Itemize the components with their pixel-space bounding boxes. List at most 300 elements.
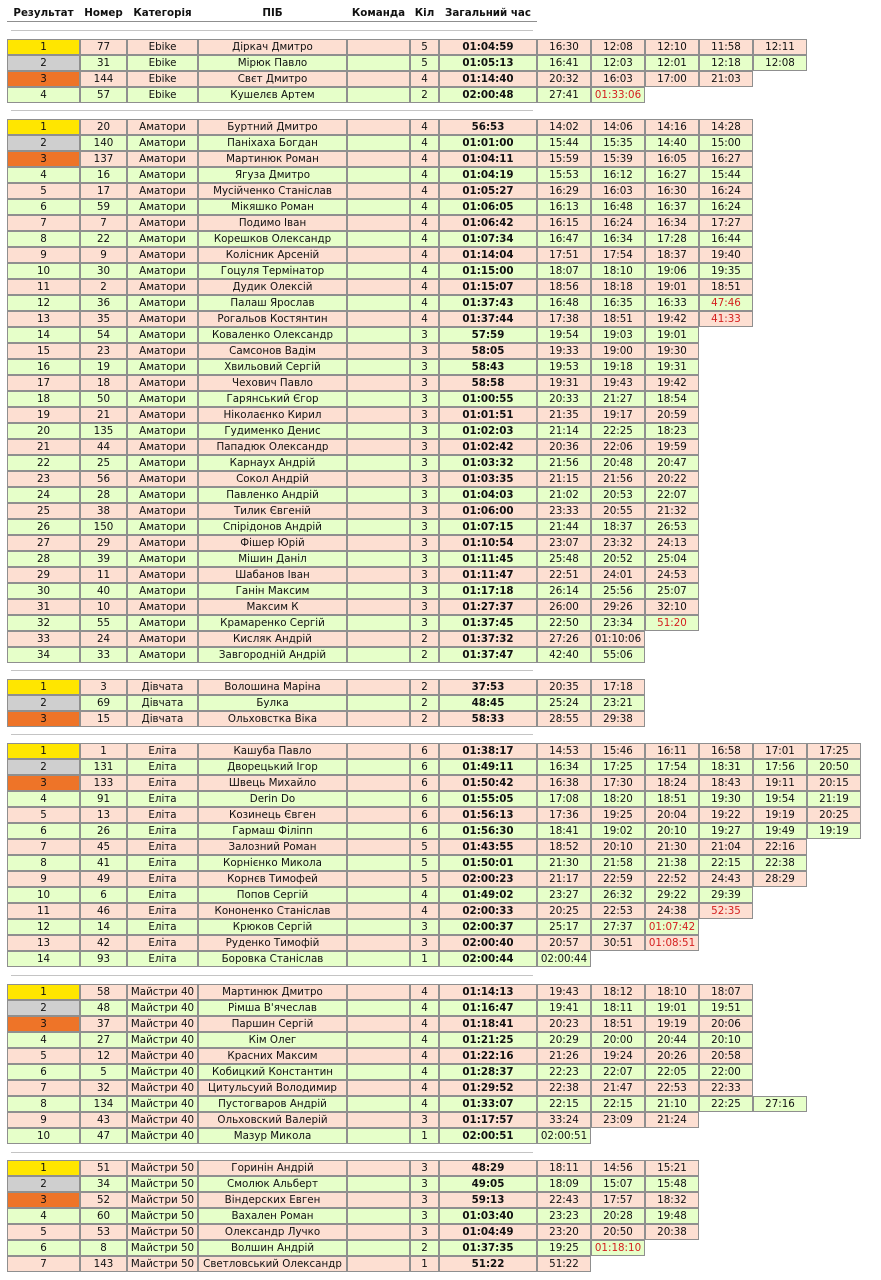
category-cell: Аматори <box>127 583 198 599</box>
number-cell: 44 <box>80 439 127 455</box>
lap-time-cell: 20:22 <box>645 471 699 487</box>
lap-time-cell: 22:00 <box>699 1064 753 1080</box>
place-cell: 10 <box>7 1128 80 1144</box>
number-cell: 34 <box>80 1176 127 1192</box>
place-cell: 1 <box>7 119 80 135</box>
place-cell: 14 <box>7 327 80 343</box>
total-time-cell: 01:50:42 <box>439 775 537 791</box>
lap-time-cell: 25:24 <box>537 695 591 711</box>
team-cell <box>347 199 410 215</box>
team-cell <box>347 807 410 823</box>
total-time-cell: 57:59 <box>439 327 537 343</box>
team-cell <box>347 759 410 775</box>
lap-time-cell: 22:50 <box>537 615 591 631</box>
lap-time-cell: 23:07 <box>537 535 591 551</box>
category-cell: Аматори <box>127 567 198 583</box>
name-cell: Олександр Лучко <box>198 1224 347 1240</box>
lap-time-cell: 22:59 <box>591 871 645 887</box>
laps-cell: 3 <box>410 535 439 551</box>
lap-time-cell: 12:18 <box>699 55 753 71</box>
lap-time-cell: 19:40 <box>699 247 753 263</box>
lap-time-cell: 22:05 <box>645 1064 699 1080</box>
total-time-cell: 01:11:45 <box>439 551 537 567</box>
lap-time-cell: 16:29 <box>537 183 591 199</box>
laps-cell: 4 <box>410 984 439 1000</box>
lap-time-cell: 15:00 <box>699 135 753 151</box>
category-cell: Майстри 40 <box>127 1080 198 1096</box>
lap-time-cell: 17:54 <box>591 247 645 263</box>
category-cell: Аматори <box>127 487 198 503</box>
lap-time-cell: 20:25 <box>807 807 861 823</box>
lap-time-cell: 19:54 <box>537 327 591 343</box>
total-time-cell: 02:00:44 <box>439 951 537 967</box>
name-cell: Швець Михайло <box>198 775 347 791</box>
category-cell: Майстри 40 <box>127 1064 198 1080</box>
lap-time-cell: 16:05 <box>645 151 699 167</box>
lap-time-cell: 16:12 <box>591 167 645 183</box>
lap-time-cell: 18:12 <box>591 984 645 1000</box>
lap-time-cell: 22:38 <box>537 1080 591 1096</box>
team-cell <box>347 1048 410 1064</box>
category-cell: Майстри 40 <box>127 1096 198 1112</box>
lap-time-cell: 21:47 <box>591 1080 645 1096</box>
lap-time-cell: 23:20 <box>537 1224 591 1240</box>
laps-cell: 3 <box>410 519 439 535</box>
place-cell: 5 <box>7 183 80 199</box>
category-cell: Аматори <box>127 215 198 231</box>
total-time-cell: 01:05:27 <box>439 183 537 199</box>
lap-time-cell: 16:41 <box>537 55 591 71</box>
number-cell: 42 <box>80 935 127 951</box>
lap-time-cell: 18:51 <box>699 279 753 295</box>
lap-time-cell: 18:24 <box>645 775 699 791</box>
lap-time-cell: 51:20 <box>645 615 699 631</box>
name-cell: Гоцуля Термінатор <box>198 263 347 279</box>
number-cell: 143 <box>80 1256 127 1272</box>
laps-cell: 4 <box>410 903 439 919</box>
lap-time-cell: 15:59 <box>537 151 591 167</box>
lap-time-cell: 17:36 <box>537 807 591 823</box>
category-cell: Ebike <box>127 87 198 103</box>
category-cell: Майстри 40 <box>127 1048 198 1064</box>
lap-time-cell: 41:33 <box>699 311 753 327</box>
lap-time-cell: 24:53 <box>645 567 699 583</box>
category-cell: Майстри 50 <box>127 1176 198 1192</box>
category-cell: Майстри 50 <box>127 1208 198 1224</box>
name-cell: Спірідонов Андрій <box>198 519 347 535</box>
number-cell: 18 <box>80 375 127 391</box>
place-cell: 12 <box>7 919 80 935</box>
number-cell: 32 <box>80 1080 127 1096</box>
lap-time-cell: 19:31 <box>537 375 591 391</box>
team-cell <box>347 615 410 631</box>
category-cell: Аматори <box>127 471 198 487</box>
number-cell: 26 <box>80 823 127 839</box>
lap-time-cell: 16:35 <box>591 295 645 311</box>
place-cell: 16 <box>7 359 80 375</box>
place-cell: 26 <box>7 519 80 535</box>
team-cell <box>347 215 410 231</box>
lap-time-cell: 21:56 <box>591 471 645 487</box>
lap-time-cell: 20:59 <box>645 407 699 423</box>
team-cell <box>347 855 410 871</box>
lap-time-cell: 20:25 <box>537 903 591 919</box>
team-cell <box>347 87 410 103</box>
number-cell: 30 <box>80 263 127 279</box>
number-cell: 56 <box>80 471 127 487</box>
lap-time-cell: 25:17 <box>537 919 591 935</box>
team-cell <box>347 375 410 391</box>
team-cell <box>347 55 410 71</box>
place-cell: 18 <box>7 391 80 407</box>
lap-time-cell: 15:07 <box>591 1176 645 1192</box>
lap-time-cell: 12:01 <box>645 55 699 71</box>
lap-time-cell: 33:24 <box>537 1112 591 1128</box>
laps-cell: 3 <box>410 615 439 631</box>
lap-time-cell: 16:27 <box>699 151 753 167</box>
category-cell: Еліта <box>127 935 198 951</box>
lap-time-cell: 16:34 <box>591 231 645 247</box>
name-cell: Кушелєв Артем <box>198 87 347 103</box>
number-cell: 133 <box>80 775 127 791</box>
name-cell: Самсонов Вадім <box>198 343 347 359</box>
place-cell: 7 <box>7 1256 80 1272</box>
category-cell: Аматори <box>127 119 198 135</box>
lap-time-cell: 19:19 <box>753 807 807 823</box>
lap-time-cell: 12:10 <box>645 39 699 55</box>
number-cell: 58 <box>80 984 127 1000</box>
lap-time-cell: 18:09 <box>537 1176 591 1192</box>
lap-time-cell: 20:57 <box>537 935 591 951</box>
laps-cell: 5 <box>410 855 439 871</box>
lap-time-cell: 23:21 <box>591 695 645 711</box>
team-cell <box>347 1240 410 1256</box>
lap-time-cell: 21:24 <box>645 1112 699 1128</box>
laps-cell: 4 <box>410 119 439 135</box>
name-cell: Гарянський Єгор <box>198 391 347 407</box>
lap-time-cell: 20:00 <box>591 1032 645 1048</box>
lap-time-cell: 26:32 <box>591 887 645 903</box>
number-cell: 7 <box>80 215 127 231</box>
number-cell: 69 <box>80 695 127 711</box>
lap-time-cell: 16:15 <box>537 215 591 231</box>
team-cell <box>347 599 410 615</box>
lap-time-cell: 25:56 <box>591 583 645 599</box>
laps-cell: 4 <box>410 215 439 231</box>
laps-cell: 3 <box>410 471 439 487</box>
name-cell: Крамаренко Сергій <box>198 615 347 631</box>
lap-time-cell: 27:37 <box>591 919 645 935</box>
lap-time-cell: 17:28 <box>645 231 699 247</box>
place-cell: 4 <box>7 791 80 807</box>
lap-time-cell: 16:24 <box>699 199 753 215</box>
team-cell <box>347 871 410 887</box>
name-cell: Derin Do <box>198 791 347 807</box>
name-cell: Ганін Максим <box>198 583 347 599</box>
number-cell: 55 <box>80 615 127 631</box>
name-cell: Корнієнко Микола <box>198 855 347 871</box>
lap-time-cell: 19:22 <box>699 807 753 823</box>
lap-time-cell: 14:06 <box>591 119 645 135</box>
laps-cell: 4 <box>410 135 439 151</box>
lap-time-cell: 19:30 <box>645 343 699 359</box>
place-cell: 2 <box>7 55 80 71</box>
lap-time-cell: 15:53 <box>537 167 591 183</box>
lap-time-cell: 21:19 <box>807 791 861 807</box>
place-cell: 8 <box>7 855 80 871</box>
laps-cell: 4 <box>410 1064 439 1080</box>
name-cell: Мішин Даніл <box>198 551 347 567</box>
number-cell: 17 <box>80 183 127 199</box>
laps-cell: 3 <box>410 919 439 935</box>
total-time-cell: 01:10:54 <box>439 535 537 551</box>
total-time-cell: 49:05 <box>439 1176 537 1192</box>
number-cell: 93 <box>80 951 127 967</box>
place-cell: 22 <box>7 455 80 471</box>
name-cell: Паніхаха Богдан <box>198 135 347 151</box>
lap-time-cell: 29:22 <box>645 887 699 903</box>
lap-time-cell: 21:35 <box>537 407 591 423</box>
lap-time-cell: 22:43 <box>537 1192 591 1208</box>
lap-time-cell: 18:31 <box>699 759 753 775</box>
place-cell: 1 <box>7 39 80 55</box>
team-cell <box>347 231 410 247</box>
place-cell: 10 <box>7 887 80 903</box>
category-cell: Аматори <box>127 535 198 551</box>
total-time-cell: 01:17:57 <box>439 1112 537 1128</box>
lap-time-cell: 21:56 <box>537 455 591 471</box>
lap-time-cell: 17:54 <box>645 759 699 775</box>
category-cell: Ebike <box>127 39 198 55</box>
lap-time-cell: 16:24 <box>591 215 645 231</box>
total-time-cell: 01:17:18 <box>439 583 537 599</box>
place-cell: 9 <box>7 247 80 263</box>
number-cell: 137 <box>80 151 127 167</box>
lap-time-cell: 25:07 <box>645 583 699 599</box>
category-cell: Майстри 40 <box>127 1016 198 1032</box>
team-cell <box>347 631 410 647</box>
team-cell <box>347 295 410 311</box>
name-cell: Подимо Іван <box>198 215 347 231</box>
lap-time-cell: 21:38 <box>645 855 699 871</box>
lap-time-cell: 19:06 <box>645 263 699 279</box>
name-cell: Паршин Сергій <box>198 1016 347 1032</box>
laps-cell: 4 <box>410 167 439 183</box>
team-cell <box>347 839 410 855</box>
lap-time-cell: 19:17 <box>591 407 645 423</box>
category-cell: Дівчата <box>127 711 198 727</box>
team-cell <box>347 407 410 423</box>
lap-time-cell: 20:50 <box>591 1224 645 1240</box>
total-time-cell: 48:29 <box>439 1160 537 1176</box>
name-cell: Крюков Сергій <box>198 919 347 935</box>
team-cell <box>347 327 410 343</box>
lap-time-cell: 28:55 <box>537 711 591 727</box>
name-cell: Залозний Роман <box>198 839 347 855</box>
place-cell: 8 <box>7 1096 80 1112</box>
lap-time-cell: 17:27 <box>699 215 753 231</box>
team-cell <box>347 311 410 327</box>
lap-time-cell: 24:01 <box>591 567 645 583</box>
section-divider <box>11 975 533 976</box>
number-cell: 13 <box>80 807 127 823</box>
team-cell <box>347 1208 410 1224</box>
lap-time-cell: 21:30 <box>537 855 591 871</box>
lap-time-cell: 23:09 <box>591 1112 645 1128</box>
lap-time-cell: 19:24 <box>591 1048 645 1064</box>
lap-time-cell: 19:25 <box>537 1240 591 1256</box>
place-cell: 3 <box>7 151 80 167</box>
lap-time-cell: 19:00 <box>591 343 645 359</box>
team-cell <box>347 247 410 263</box>
total-time-cell: 01:15:00 <box>439 263 537 279</box>
team-cell <box>347 919 410 935</box>
category-cell: Еліта <box>127 839 198 855</box>
laps-cell: 1 <box>410 951 439 967</box>
lap-time-cell: 21:14 <box>537 423 591 439</box>
name-cell: Ольховский Валерій <box>198 1112 347 1128</box>
lap-time-cell: 19:35 <box>699 263 753 279</box>
name-cell: Гудименко Денис <box>198 423 347 439</box>
lap-time-cell: 18:18 <box>591 279 645 295</box>
place-cell: 21 <box>7 439 80 455</box>
laps-cell: 6 <box>410 759 439 775</box>
place-cell: 7 <box>7 215 80 231</box>
lap-time-cell: 15:35 <box>591 135 645 151</box>
place-cell: 32 <box>7 615 80 631</box>
laps-cell: 2 <box>410 87 439 103</box>
laps-cell: 5 <box>410 871 439 887</box>
name-cell: Мірюк Павло <box>198 55 347 71</box>
laps-cell: 3 <box>410 935 439 951</box>
lap-time-cell: 21:15 <box>537 471 591 487</box>
name-cell: Корнєв Тимофей <box>198 871 347 887</box>
place-cell: 28 <box>7 551 80 567</box>
lap-time-cell: 17:30 <box>591 775 645 791</box>
lap-time-cell: 27:41 <box>537 87 591 103</box>
lap-time-cell: 17:08 <box>537 791 591 807</box>
number-cell: 59 <box>80 199 127 215</box>
lap-time-cell: 16:44 <box>699 231 753 247</box>
lap-time-cell: 20:04 <box>645 807 699 823</box>
lap-time-cell: 20:47 <box>645 455 699 471</box>
total-time-cell: 01:37:44 <box>439 311 537 327</box>
lap-time-cell: 19:19 <box>645 1016 699 1032</box>
category-cell: Аматори <box>127 391 198 407</box>
lap-time-cell: 12:08 <box>753 55 807 71</box>
lap-time-cell: 20:10 <box>699 1032 753 1048</box>
total-time-cell: 58:33 <box>439 711 537 727</box>
lap-time-cell: 19:33 <box>537 343 591 359</box>
place-cell: 14 <box>7 951 80 967</box>
total-time-cell: 01:06:05 <box>439 199 537 215</box>
lap-time-cell: 01:10:06 <box>591 631 645 647</box>
laps-cell: 3 <box>410 455 439 471</box>
team-cell <box>347 887 410 903</box>
lap-time-cell: 16:47 <box>537 231 591 247</box>
total-time-cell: 01:14:40 <box>439 71 537 87</box>
lap-time-cell: 20:44 <box>645 1032 699 1048</box>
total-time-cell: 37:53 <box>439 679 537 695</box>
lap-time-cell: 16:33 <box>645 295 699 311</box>
lap-time-cell: 22:07 <box>591 1064 645 1080</box>
laps-cell: 2 <box>410 711 439 727</box>
lap-time-cell: 16:13 <box>537 199 591 215</box>
lap-time-cell: 20:28 <box>591 1208 645 1224</box>
total-time-cell: 01:55:05 <box>439 791 537 807</box>
lap-time-cell: 19:42 <box>645 375 699 391</box>
place-cell: 31 <box>7 599 80 615</box>
lap-time-cell: 18:52 <box>537 839 591 855</box>
place-cell: 9 <box>7 871 80 887</box>
lap-time-cell: 28:29 <box>753 871 807 887</box>
category-cell: Аматори <box>127 135 198 151</box>
lap-time-cell: 19:01 <box>645 1000 699 1016</box>
category-cell: Дівчата <box>127 695 198 711</box>
place-cell: 3 <box>7 71 80 87</box>
number-cell: 2 <box>80 279 127 295</box>
number-cell: 91 <box>80 791 127 807</box>
place-cell: 29 <box>7 567 80 583</box>
total-time-cell: 58:58 <box>439 375 537 391</box>
laps-cell: 3 <box>410 583 439 599</box>
lap-time-cell: 01:33:06 <box>591 87 645 103</box>
number-cell: 39 <box>80 551 127 567</box>
lap-time-cell: 16:30 <box>645 183 699 199</box>
lap-time-cell: 42:40 <box>537 647 591 663</box>
total-time-cell: 01:56:13 <box>439 807 537 823</box>
lap-time-cell: 24:13 <box>645 535 699 551</box>
number-cell: 6 <box>80 887 127 903</box>
lap-time-cell: 19:59 <box>645 439 699 455</box>
name-cell: Віндерских Евген <box>198 1192 347 1208</box>
category-cell: Еліта <box>127 871 198 887</box>
name-cell: Кононенко Станіслав <box>198 903 347 919</box>
number-cell: 43 <box>80 1112 127 1128</box>
laps-cell: 6 <box>410 791 439 807</box>
lap-time-cell: 19:53 <box>537 359 591 375</box>
laps-cell: 3 <box>410 1160 439 1176</box>
name-cell: Завгородній Андрій <box>198 647 347 663</box>
category-cell: Еліта <box>127 855 198 871</box>
category-cell: Майстри 50 <box>127 1240 198 1256</box>
total-time-cell: 58:05 <box>439 343 537 359</box>
number-cell: 11 <box>80 567 127 583</box>
lap-time-cell: 18:07 <box>699 984 753 1000</box>
category-cell: Аматори <box>127 167 198 183</box>
team-cell <box>347 119 410 135</box>
laps-cell: 3 <box>410 487 439 503</box>
laps-cell: 3 <box>410 1208 439 1224</box>
total-time-cell: 01:01:51 <box>439 407 537 423</box>
lap-time-cell: 02:00:44 <box>537 951 591 967</box>
lap-time-cell: 20:23 <box>537 1016 591 1032</box>
total-time-cell: 56:53 <box>439 119 537 135</box>
total-time-cell: 01:03:40 <box>439 1208 537 1224</box>
number-cell: 31 <box>80 55 127 71</box>
category-cell: Аматори <box>127 519 198 535</box>
name-cell: Смолюк Альберт <box>198 1176 347 1192</box>
laps-cell: 3 <box>410 567 439 583</box>
place-cell: 6 <box>7 823 80 839</box>
place-cell: 34 <box>7 647 80 663</box>
lap-time-cell: 14:53 <box>537 743 591 759</box>
team-cell <box>347 439 410 455</box>
name-cell: Карнаух Андрій <box>198 455 347 471</box>
lap-time-cell: 19:01 <box>645 279 699 295</box>
lap-time-cell: 18:54 <box>645 391 699 407</box>
lap-time-cell: 16:34 <box>537 759 591 775</box>
